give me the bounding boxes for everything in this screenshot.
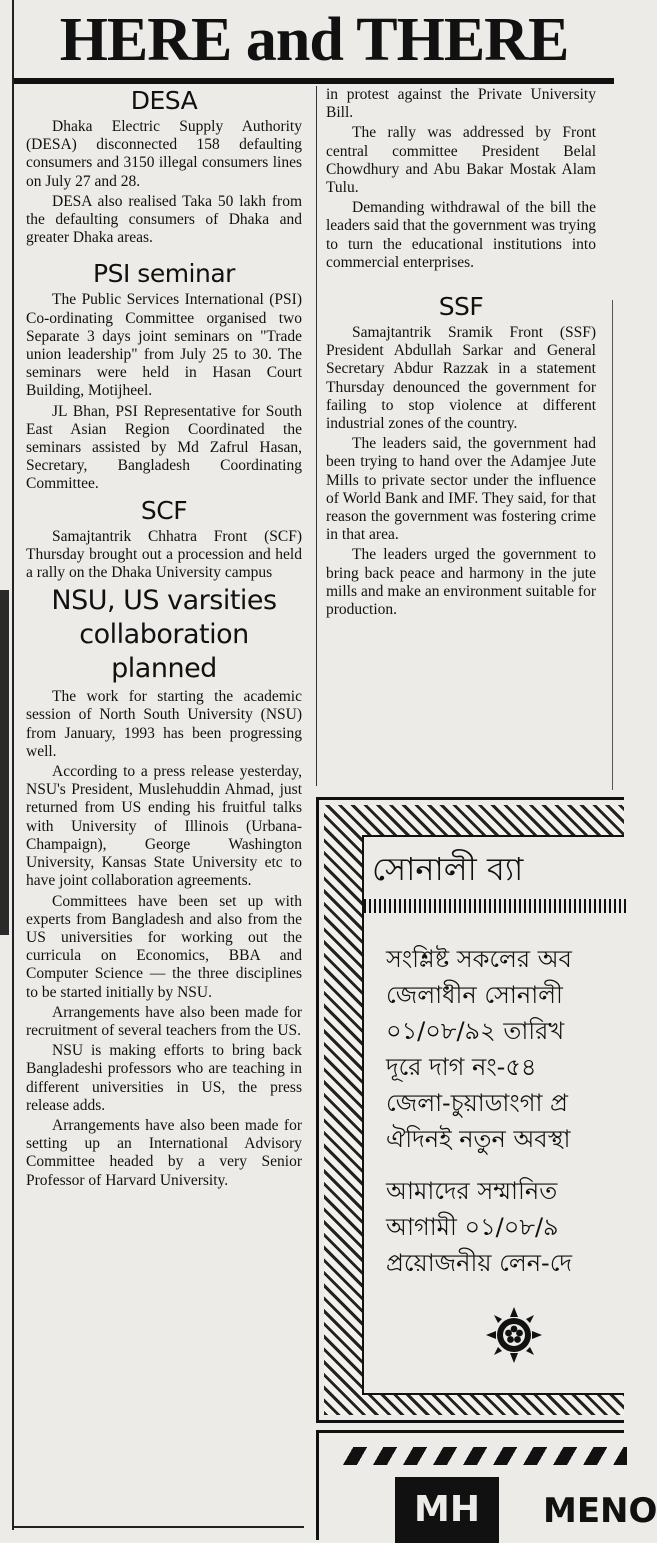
right-edge-rule: [612, 300, 613, 790]
paragraph: Dhaka Electric Supply Authority (DESA) disconnected 158 defaulting consumers and 3150 illegal consumers lines on July 27 and 28.: [26, 118, 302, 190]
ad-line: জেলা-চুয়াডাংগা প্র: [386, 1089, 568, 1117]
column-rule: [316, 86, 317, 786]
headline-desa: DESA: [130, 86, 198, 115]
paragraph: JL Bhan, PSI Representative for South East Asian Region Coordinated the seminars assisted by Md Zafrul Hasan, Secretary, Bangladesh Coordinating Committee.: [26, 402, 302, 493]
ad-line: আগামী ০১/০৮/৯: [386, 1213, 559, 1241]
paragraph: Arrangements have also been made for setting up an International Advisory Committee headed by a very Senior Professor of Harvard University.: [26, 1116, 302, 1189]
article-ssf: [326, 292, 596, 619]
headline-scf: SCF: [140, 495, 188, 525]
headline-psi-seminar: PSI seminar: [93, 259, 235, 289]
mh-logo: MH: [395, 1477, 499, 1543]
ad-title: সোনালী ব্যা: [372, 850, 524, 888]
ad-line: আমাদের সম্মানিত: [386, 1177, 558, 1205]
previous-column-edge: [0, 0, 14, 1540]
paragraph: Demanding withdrawal of the bill the leaders said that the government was trying to turn the educational institutions into commercial enterprises.: [326, 199, 596, 271]
ad-line: প্রয়োজনীয় লেন-দে: [386, 1249, 573, 1277]
ad-line: সংশ্লিষ্ট সকলের অব: [386, 945, 572, 973]
ad-line: দূরে দাগ নং-৫৪: [386, 1053, 537, 1081]
bank-advertisement: [316, 797, 624, 1423]
article-scf: [26, 496, 302, 583]
ad-line: ০১/০৮/৯২ তারিখ: [386, 1017, 565, 1045]
paragraph: According to a press release yesterday, NSU's President, Muslehuddin Ahmad, just returned from US ending his fruitful talks with University of Illinois (Urbana-Champaign), George Washington University, Kansas State University etc to have joint collaboration agreements.: [26, 763, 302, 890]
paragraph: The work for starting the academic session of North South University (NSU) from January, 1993 has been progressing well.: [26, 688, 302, 760]
section-masthead: [14, 4, 614, 76]
left-column: [26, 84, 302, 1192]
margin-photo-edge: [0, 590, 9, 935]
article-desa: [26, 86, 302, 247]
sun-flower-emblem-icon: [486, 1307, 542, 1363]
paragraph: Samajtantrik Chhatra Front (SCF) Thursday brought out a procession and held a rally on the Dhaka University campus: [26, 527, 302, 582]
paragraph: Arrangements have also been made for recruitment of several teachers from the US.: [26, 1003, 302, 1039]
headline-nsu: NSU, US varsities collaboration planned: [51, 585, 277, 685]
ad-line: ঐদিনই নতুন অবস্থা: [386, 1125, 571, 1153]
ad-text-block: [386, 941, 626, 1157]
bottom-rule: [14, 1526, 304, 1528]
margin-rule: [12, 0, 14, 1530]
ad-divider-band: [364, 899, 626, 913]
paragraph: NSU is making efforts to bring back Bangladeshi professors who are teaching in different universities in US, the press release adds.: [26, 1042, 302, 1114]
paragraph: The Public Services International (PSI) Co-ordinating Committee organised two Separate 3 days joint seminars on "Trade union leadership" from July 25 to 30. The seminars were held in Hasan Court Building, Motijheel.: [26, 291, 302, 400]
paragraph: in protest against the Private University Bill.: [326, 86, 596, 122]
ad-line: জেলাধীন সোনালী: [386, 981, 563, 1009]
paragraph: Samajtantrik Sramik Front (SSF) President Abdullah Sarkar and General Secretary Abdur Razzak in a statement Thursday denounced the government for failing to stop violence at different industrial zones of the country.: [326, 324, 596, 433]
paragraph: The leaders said, the government had been trying to hand over the Adamjee Jute Mills to private sector under the influence of World Bank and IMF. They said, for that reason the government was fostering crime in that area.: [326, 435, 596, 544]
right-column: [326, 86, 596, 621]
paragraph: DESA also realised Taka 50 lakh from the defaulting consumers of Dhaka and greater Dhaka areas.: [26, 192, 302, 247]
paragraph: The leaders urged the government to bring back peace and harmony in the jute mills and make an environment suitable for production.: [326, 546, 596, 619]
ad-stripe-band: [343, 1447, 627, 1465]
mh-advertisement: [316, 1430, 657, 1540]
section-title: HERE and THERE: [59, 6, 569, 74]
ad-text-block-2: [386, 1173, 626, 1281]
paragraph: Committees have been set up with experts from Bangladesh and also from the US universities for working out the curricula on Economics, BBA and Computer Science — the three disciplines to be started initially by NSU.: [26, 892, 302, 1001]
paragraph: The rally was addressed by Front central committee President Belal Chowdhury and Abu Bakar Mostak Alam Tulu.: [326, 124, 596, 197]
headline-ssf: SSF: [438, 292, 484, 322]
article-nsu: [26, 584, 302, 1189]
article-psi-seminar: [26, 259, 302, 493]
mh-brand-name: MENO: [543, 1491, 657, 1531]
article-scf-continued: [326, 86, 596, 272]
